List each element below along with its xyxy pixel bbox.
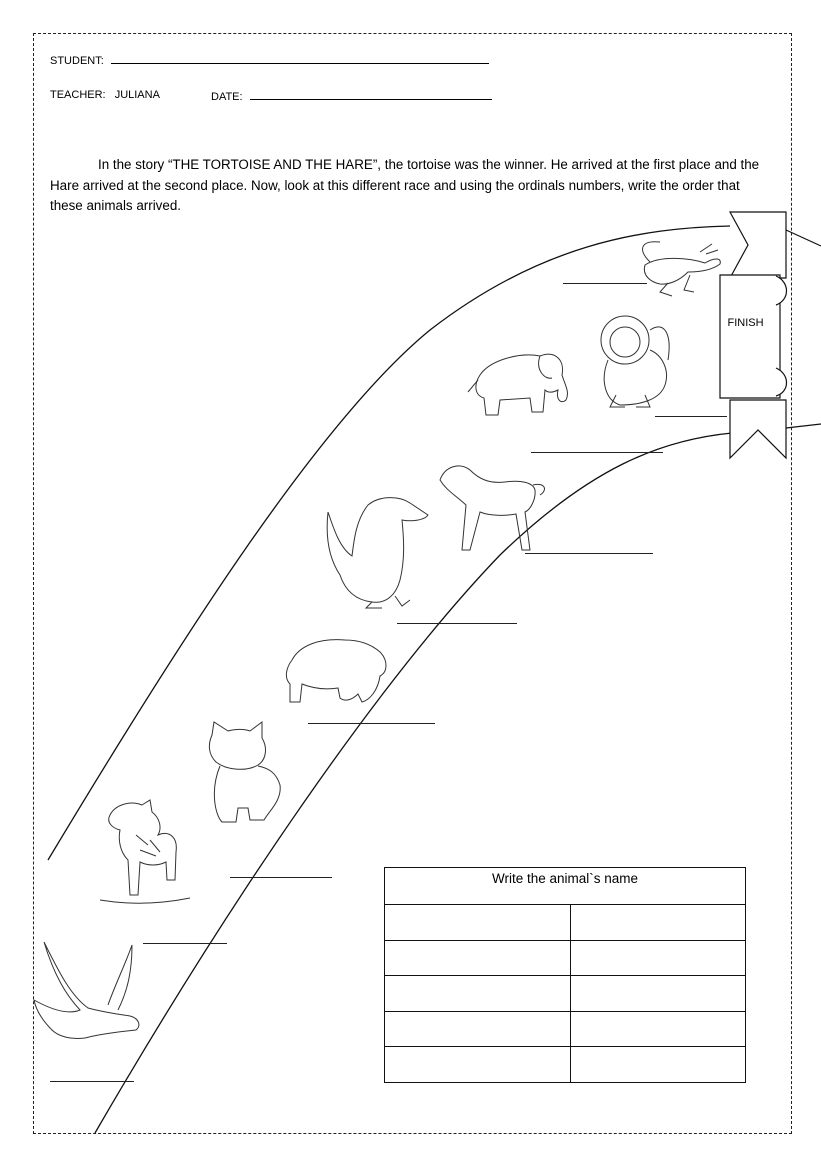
animal-name-table bbox=[384, 867, 746, 1083]
instructions-text: In the story “THE TORTOISE AND THE HARE”, the tortoise was the winner. He arrived at the first place and the Hare arrived at the second place. Now, look at this different race and using the ordinals numbers, write the order that these animals arrived. bbox=[50, 157, 760, 213]
table-cell[interactable] bbox=[385, 905, 571, 941]
bird-answer-blank[interactable] bbox=[50, 1081, 134, 1082]
table-cell[interactable] bbox=[571, 976, 746, 1012]
finish-banner bbox=[720, 212, 821, 458]
teacher-name: JULIANA bbox=[114, 89, 160, 101]
teacher-label: TEACHER: bbox=[50, 89, 106, 101]
horse-drawing bbox=[440, 466, 544, 550]
table-cell[interactable] bbox=[385, 976, 571, 1012]
table-cell[interactable] bbox=[571, 905, 746, 941]
student-label: STUDENT: bbox=[50, 55, 104, 67]
lion-drawing bbox=[601, 316, 669, 407]
table-row bbox=[385, 976, 746, 1012]
table-row bbox=[385, 1047, 746, 1083]
table-row bbox=[385, 905, 746, 941]
table-cell[interactable] bbox=[571, 1047, 746, 1083]
table-cell[interactable] bbox=[385, 1047, 571, 1083]
elephant-answer-blank[interactable] bbox=[531, 452, 663, 453]
lion-answer-blank[interactable] bbox=[655, 416, 727, 417]
elephant-drawing bbox=[468, 354, 567, 415]
zebra-drawing bbox=[100, 800, 190, 903]
bird-drawing bbox=[34, 942, 139, 1039]
cat-answer-blank[interactable] bbox=[230, 877, 332, 878]
hare-drawing bbox=[643, 242, 721, 296]
table-row bbox=[385, 940, 746, 976]
horse-answer-blank[interactable] bbox=[525, 553, 653, 554]
hare-answer-blank[interactable] bbox=[563, 283, 647, 284]
table-cell[interactable] bbox=[571, 940, 746, 976]
cat-drawing bbox=[209, 722, 280, 822]
bear-drawing bbox=[286, 640, 386, 702]
date-label: DATE: bbox=[211, 91, 243, 103]
bear-answer-blank[interactable] bbox=[308, 723, 435, 724]
track-outer-edge bbox=[48, 226, 730, 860]
table-row bbox=[385, 1011, 746, 1047]
crocodile-answer-blank[interactable] bbox=[397, 623, 517, 624]
table-cell[interactable] bbox=[385, 940, 571, 976]
table-cell[interactable] bbox=[385, 1011, 571, 1047]
zebra-answer-blank[interactable] bbox=[143, 943, 227, 944]
finish-label: FINISH bbox=[727, 317, 764, 329]
table-title: Write the animal`s name bbox=[385, 868, 746, 905]
crocodile-drawing bbox=[327, 498, 428, 608]
table-cell[interactable] bbox=[571, 1011, 746, 1047]
